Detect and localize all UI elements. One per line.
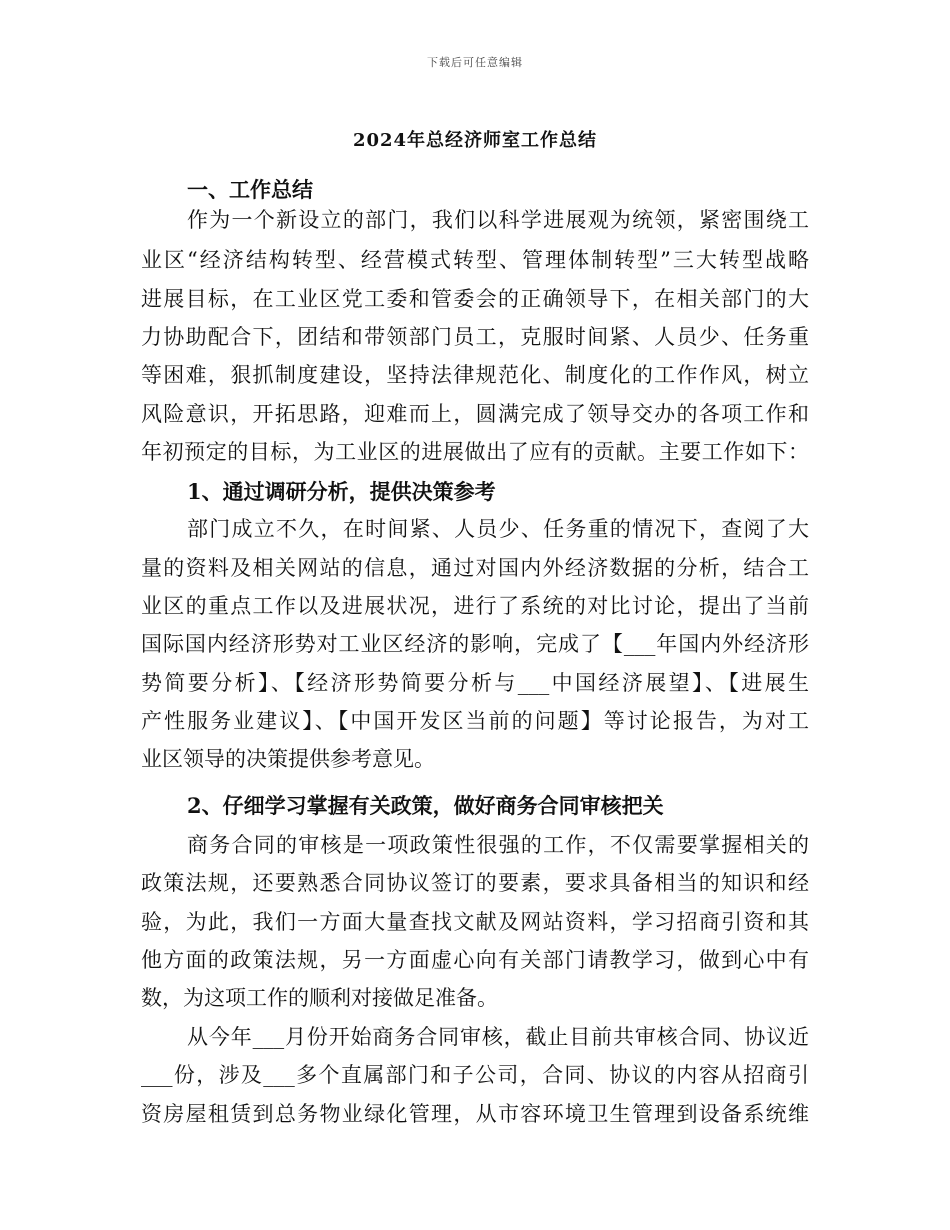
body-text-line: 年初预定的目标，为工业区的进展做出了应有的贡献。主要工作如下： [141,440,809,464]
body-text-line: 产性服务业建议】、【中国开发区当前的问题】等讨论报告，为对工 [141,709,809,733]
body-text-line: 从今年___月份开始商务合同审核，截止目前共审核合同、协议近 [187,1025,809,1049]
body-text-line: 他方面的政策法规，另一方面虚心向有关部门请教学习，做到心中有 [141,948,809,972]
section-heading: 2、仔细学习掌握有关政策，做好商务合同审核把关 [187,793,664,818]
body-text-line: 商务合同的审核是一项政策性很强的工作，不仅需要掌握相关的 [187,833,809,857]
body-text-line: 政策法规，还要熟悉合同协议签订的要素，要求具备相当的知识和经 [141,871,809,895]
download-note: 下载后可任意编辑 [427,56,523,69]
body-text-line: 数，为这项工作的顺利对接做足准备。 [141,986,498,1010]
body-text-line: 进展目标，在工业区党工委和管委会的正确领导下，在相关部门的大 [141,287,809,311]
body-text-line: 验，为此，我们一方面大量查找文献及网站资料，学习招商引资和其 [141,910,809,934]
body-text-line: 业区领导的决策提供参考意见。 [141,747,435,771]
body-text-line: 势简要分析】、【经济形势简要分析与___中国经济展望】、【进展生 [141,671,809,695]
page-title: 2024年总经济师室工作总结 [352,130,598,151]
body-text-line: 业区“经济结构转型、经营模式转型、管理体制转型”三大转型战略 [141,248,809,272]
body-text-line: 资房屋租赁到总务物业绿化管理，从市容环境卫生管理到设备系统维 [141,1102,809,1126]
body-text-line: 国际国内经济形势对工业区经济的影响，完成了【___年国内外经济形 [141,632,809,656]
section-heading: 1、通过调研分析，提供决策参考 [187,479,496,504]
body-text-line: 等困难，狠抓制度建设，坚持法律规范化、制度化的工作作风，树立 [141,363,809,387]
body-text-line: 业区的重点工作以及进展状况，进行了系统的对比讨论，提出了当前 [141,594,809,618]
body-text-line: 风险意识，开拓思路，迎难而上，圆满完成了领导交办的各项工作和 [141,402,809,426]
body-text-line: 部门成立不久，在时间紧、人员少、任务重的情况下，查阅了大 [187,517,809,541]
body-text-line: 量的资料及相关网站的信息，通过对国内外经济数据的分析，结合工 [141,556,809,580]
body-text-line: 作为一个新设立的部门，我们以科学进展观为统领，紧密围绕工 [187,208,809,232]
body-text-line: ___份，涉及___多个直属部门和子公司，合同、协议的内容从招商引 [141,1063,809,1087]
body-text-line: 力协助配合下，团结和带领部门员工，克服时间紧、人员少、任务重 [141,325,809,349]
section-heading: 一、工作总结 [187,177,313,202]
